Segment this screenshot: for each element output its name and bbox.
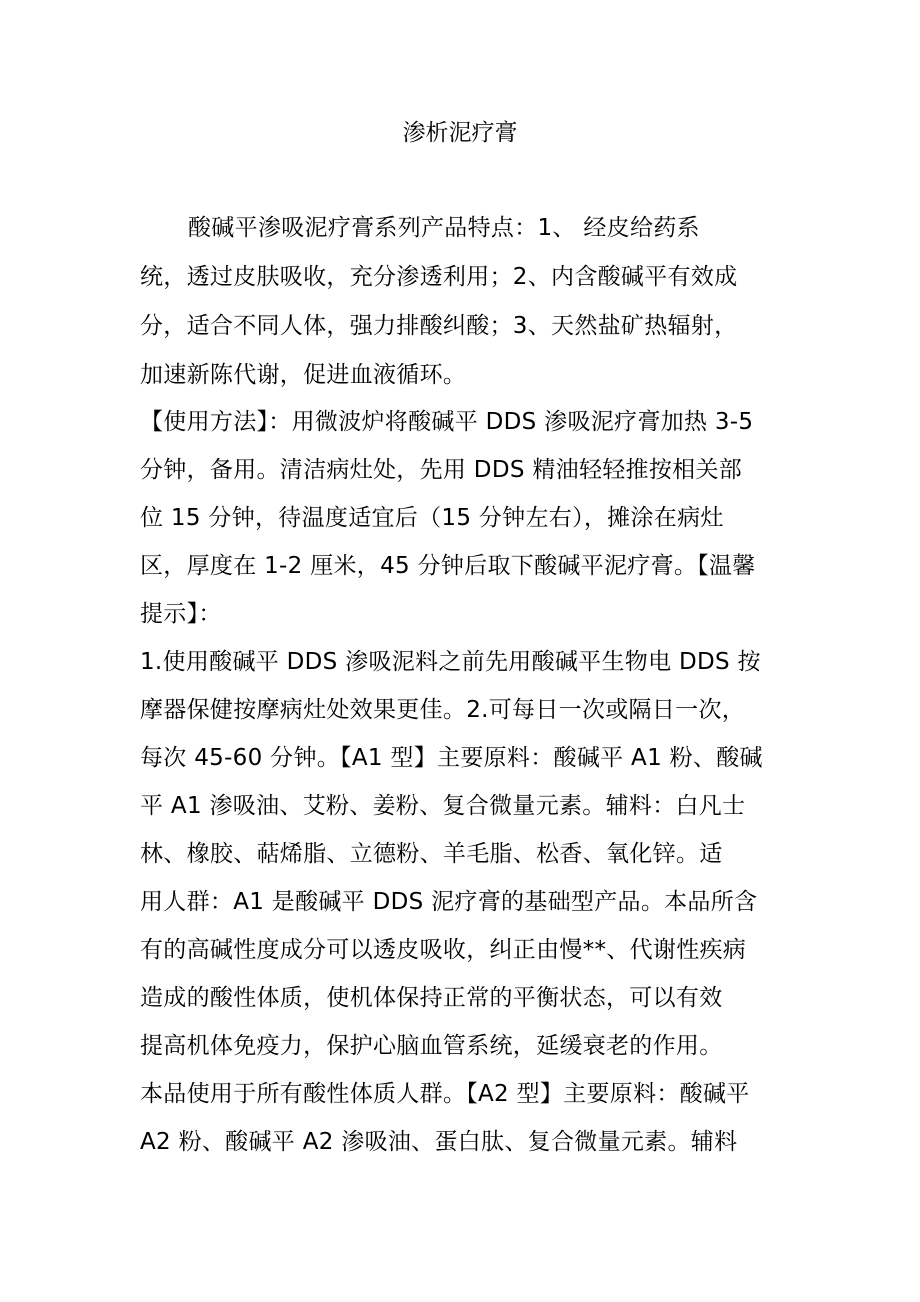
text-line: 分，适合不同人体，强力排酸纠酸；3、天然盐矿热辐射， [140, 313, 738, 339]
document-title: 渗析泥疗膏 [402, 120, 518, 146]
text-line: A2 粉、酸碱平 A2 渗吸油、蛋白肽、复合微量元素。辅料 [140, 1129, 738, 1155]
text-line: 酸碱平渗吸泥疗膏系列产品特点：1、 经皮给药系 [188, 215, 700, 241]
text-line: 【使用方法】：用微波炉将酸碱平 DDS 渗吸泥疗膏加热 3-5 [140, 409, 754, 435]
text-line: 提示】： [140, 601, 222, 627]
text-line: 本品使用于所有酸性体质人群。【A2 型】主要原料：酸碱平 [140, 1081, 750, 1107]
text-line: 每次 45-60 分钟。【A1 型】主要原料：酸碱平 A1 粉、酸碱 [140, 745, 763, 771]
text-line: 区，厚度在 1-2 厘米，45 分钟后取下酸碱平泥疗膏。【温馨 [140, 553, 756, 579]
text-line: 1.使用酸碱平 DDS 渗吸泥料之前先用酸碱平生物电 DDS 按 [140, 649, 761, 675]
text-line: 用人群：A1 是酸碱平 DDS 泥疗膏的基础型产品。本品所含 [140, 889, 758, 915]
text-line: 平 A1 渗吸油、艾粉、姜粉、复合微量元素。辅料：白凡士 [140, 793, 746, 819]
text-line: 摩器保健按摩病灶处效果更佳。2.可每日一次或隔日一次， [140, 697, 746, 723]
text-line: 统，透过皮肤吸收，充分渗透利用；2、内含酸碱平有效成 [140, 264, 738, 290]
text-line: 造成的酸性体质，使机体保持正常的平衡状态，可以有效 [140, 985, 723, 1011]
text-line: 加速新陈代谢，促进血液循环。 [140, 362, 467, 388]
text-line: 有的高碱性度成分可以透皮吸收，纠正由慢**、代谢性疾病 [140, 937, 747, 963]
text-line: 林、橡胶、萜烯脂、立德粉、羊毛脂、松香、氧化锌。适 [140, 841, 723, 867]
text-line: 位 15 分钟，待温度适宜后（15 分钟左右），摊涂在病灶 [140, 505, 724, 531]
text-line: 提高机体免疫力，保护心脑血管系统，延缓衰老的作用。 [140, 1033, 723, 1059]
text-line: 分钟，备用。清洁病灶处，先用 DDS 精油轻轻推按相关部 [140, 457, 743, 483]
